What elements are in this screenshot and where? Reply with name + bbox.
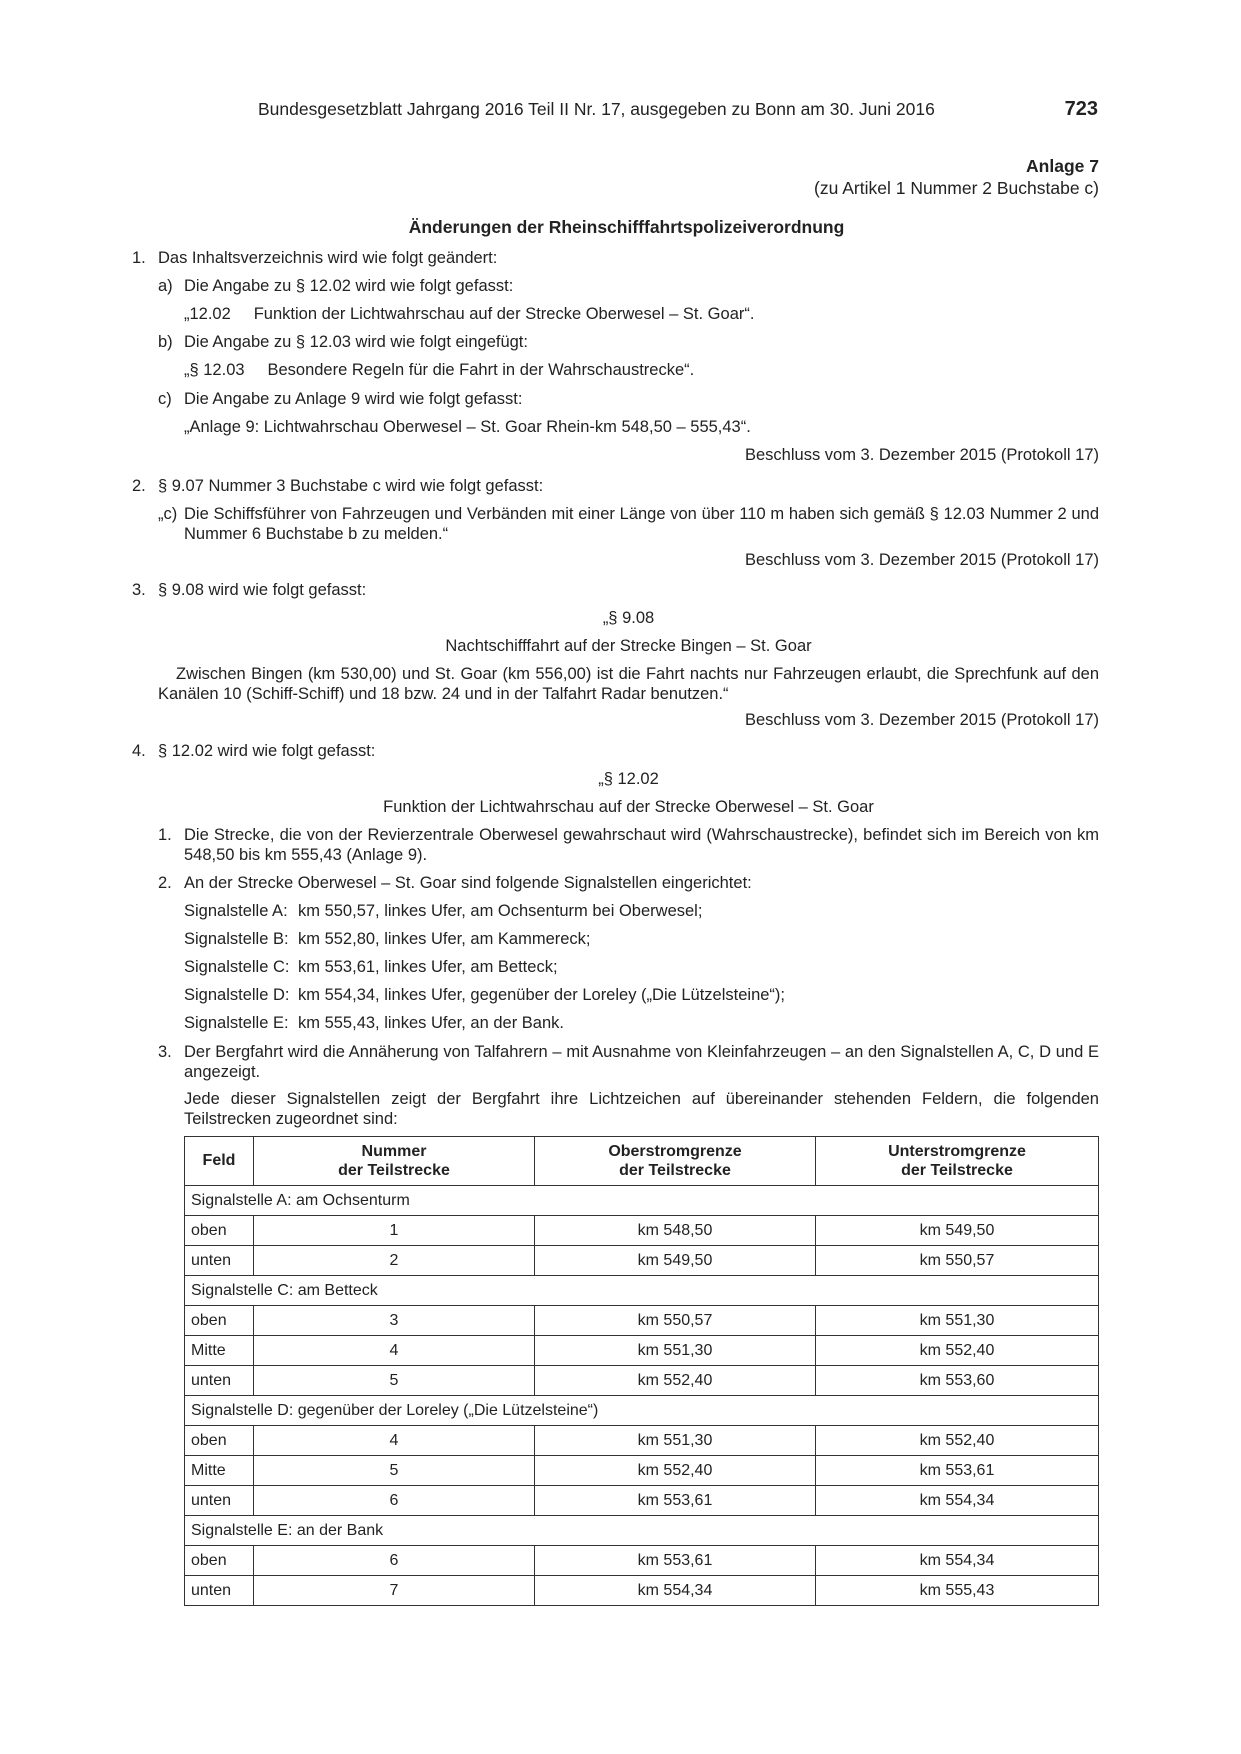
page-number: 723 (1064, 98, 1098, 120)
item-2-number: 2. (132, 477, 146, 495)
table-row (185, 1306, 1099, 1336)
cell-feld: unten (185, 1366, 254, 1396)
annex-title: Anlage 7 (1026, 156, 1099, 176)
signal-line (184, 1013, 564, 1033)
cell-unter: km 555,43 (816, 1576, 1099, 1606)
item-3-text: § 9.08 wird wie folgt gefasst: (158, 581, 367, 599)
group-title: Signalstelle A: am Ochsenturm (185, 1186, 1099, 1216)
cell-nr: 6 (254, 1546, 535, 1576)
item-1b-label: b) (158, 333, 173, 351)
signal-table (184, 1136, 1099, 1606)
cell-nr: 7 (254, 1576, 535, 1606)
item-4-p3-text: Der Bergfahrt wird die Annäherung von Talfahrern – mit Ausnahme von Kleinfahrzeugen – an den Signalstellen A, C, D und E angezeigt. (184, 1043, 1099, 1082)
table-header-row (185, 1137, 1099, 1186)
table-row (185, 1336, 1099, 1366)
table-group-row (185, 1396, 1099, 1426)
item-1b-quote: „§ 12.03 Besondere Regeln für die Fahrt in der Wahrschaustrecke“. (184, 361, 695, 379)
cell-feld: Mitte (185, 1456, 254, 1486)
header-oberstromgrenze: Oberstromgrenze der Teilstrecke (535, 1137, 816, 1186)
cell-feld: oben (185, 1216, 254, 1246)
signal-text: km 550,57, linkes Ufer, am Ochsenturm bei Oberwesel; (298, 902, 703, 920)
item-2-text: § 9.07 Nummer 3 Buchstabe c wird wie folgt gefasst: (158, 477, 544, 495)
table-row (185, 1366, 1099, 1396)
cell-nr: 5 (254, 1366, 535, 1396)
item-4-p3-number: 3. (158, 1043, 172, 1061)
group-title: Signalstelle E: an der Bank (185, 1516, 1099, 1546)
item-1c-quote: „Anlage 9: Lichtwahrschau Oberwesel – St. Goar Rhein-km 548,50 – 555,43“. (184, 418, 751, 436)
beschluss-2: Beschluss vom 3. Dezember 2015 (Protokoll 17) (745, 551, 1099, 569)
item-1b-text: Die Angabe zu § 12.03 wird wie folgt eingefügt: (184, 333, 528, 351)
cell-nr: 5 (254, 1456, 535, 1486)
item-3-body: Zwischen Bingen (km 530,00) und St. Goar (km 556,00) ist die Fahrt nachts nur Fahrzeugen erlaubt, die Sprechfunk auf den Kanälen 10 (Schiff-Schiff) und 18 bzw. 24 und in der Talfahrt Radar benutzen.“ (158, 665, 1099, 704)
cell-unter: km 553,61 (816, 1456, 1099, 1486)
table-group-row (185, 1186, 1099, 1216)
document-title: Änderungen der Rheinschifffahrtspolizeiverordnung (408, 217, 845, 237)
beschluss-1: Beschluss vom 3. Dezember 2015 (Protokoll 17) (745, 446, 1099, 464)
cell-nr: 1 (254, 1216, 535, 1246)
item-1-number: 1. (132, 249, 146, 267)
header-unterstromgrenze: Unterstromgrenze der Teilstrecke (816, 1137, 1099, 1186)
table-row (185, 1576, 1099, 1606)
item-1a-quote: „12.02 Funktion der Lichtwahrschau auf der Strecke Oberwesel – St. Goar“. (184, 305, 755, 323)
item-4-p1-number: 1. (158, 826, 172, 844)
cell-nr: 3 (254, 1306, 535, 1336)
header-nummer: Nummer der Teilstrecke (254, 1137, 535, 1186)
item-4-number: 4. (132, 742, 146, 760)
item-3-paragraph-number: „§ 9.08 (602, 609, 655, 627)
signal-line (184, 957, 558, 977)
cell-ober: km 551,30 (535, 1426, 816, 1456)
table-row (185, 1246, 1099, 1276)
table-row (185, 1486, 1099, 1516)
item-4-text: § 12.02 wird wie folgt gefasst: (158, 742, 376, 760)
signal-label: Signalstelle A: (184, 902, 288, 920)
cell-ober: km 548,50 (535, 1216, 816, 1246)
header-feld: Feld (185, 1137, 254, 1186)
item-2-quote-label: „c) (158, 505, 178, 523)
cell-nr: 4 (254, 1426, 535, 1456)
cell-ober: km 549,50 (535, 1246, 816, 1276)
group-title: Signalstelle D: gegenüber der Loreley („Die Lützelsteine“) (185, 1396, 1099, 1426)
table-row (185, 1216, 1099, 1246)
cell-ober: km 554,34 (535, 1576, 816, 1606)
cell-nr: 6 (254, 1486, 535, 1516)
cell-unter: km 551,30 (816, 1306, 1099, 1336)
group-title: Signalstelle C: am Betteck (185, 1276, 1099, 1306)
cell-ober: km 553,61 (535, 1486, 816, 1516)
item-1c-text: Die Angabe zu Anlage 9 wird wie folgt gefasst: (184, 390, 523, 408)
cell-ober: km 552,40 (535, 1456, 816, 1486)
signal-text: km 554,34, linkes Ufer, gegenüber der Loreley („Die Lützelsteine“); (298, 986, 785, 1004)
cell-nr: 2 (254, 1246, 535, 1276)
item-4-heading: Funktion der Lichtwahrschau auf der Strecke Oberwesel – St. Goar (383, 798, 874, 816)
table-group-row (185, 1516, 1099, 1546)
cell-feld: unten (185, 1576, 254, 1606)
table-row (185, 1546, 1099, 1576)
signal-label: Signalstelle C: (184, 958, 290, 976)
beschluss-3: Beschluss vom 3. Dezember 2015 (Protokoll 17) (745, 711, 1099, 729)
cell-unter: km 554,34 (816, 1486, 1099, 1516)
cell-ober: km 551,30 (535, 1336, 816, 1366)
cell-ober: km 550,57 (535, 1306, 816, 1336)
cell-unter: km 554,34 (816, 1546, 1099, 1576)
signal-line (184, 985, 785, 1005)
item-1-text: Das Inhaltsverzeichnis wird wie folgt geändert: (158, 249, 498, 267)
signal-label: Signalstelle D: (184, 986, 290, 1004)
cell-feld: unten (185, 1246, 254, 1276)
cell-feld: Mitte (185, 1336, 254, 1366)
cell-unter: km 549,50 (816, 1216, 1099, 1246)
item-4-p3-continuation: Jede dieser Signalstellen zeigt der Bergfahrt ihre Lichtzeichen auf übereinander stehenden Feldern, die folgenden Teilstrecken zugeordnet sind: (184, 1090, 1099, 1129)
table-row (185, 1456, 1099, 1486)
item-4-p2-text: An der Strecke Oberwesel – St. Goar sind folgende Signalstellen eingerichtet: (184, 874, 752, 892)
signal-text: km 553,61, linkes Ufer, am Betteck; (298, 958, 558, 976)
item-4-p2-number: 2. (158, 874, 172, 892)
signal-label: Signalstelle E: (184, 1014, 289, 1032)
annex-reference: (zu Artikel 1 Nummer 2 Buchstabe c) (814, 178, 1099, 198)
item-1a-label: a) (158, 277, 173, 295)
gazette-title: Bundesgesetzblatt Jahrgang 2016 Teil II Nr. 17, ausgegeben zu Bonn am 30. Juni 2016 (258, 99, 935, 119)
cell-unter: km 552,40 (816, 1336, 1099, 1366)
item-2-quote-text: Die Schiffsführer von Fahrzeugen und Verbänden mit einer Länge von über 110 m haben sich gemäß § 12.03 Nummer 2 und Nummer 6 Buchstabe b zu melden.“ (184, 505, 1099, 544)
item-3-number: 3. (132, 581, 146, 599)
cell-unter: km 552,40 (816, 1426, 1099, 1456)
cell-feld: oben (185, 1426, 254, 1456)
signal-text: km 552,80, linkes Ufer, am Kammereck; (298, 930, 591, 948)
item-1c-label: c) (158, 390, 172, 408)
item-4-paragraph-number: „§ 12.02 (598, 770, 659, 788)
cell-ober: km 553,61 (535, 1546, 816, 1576)
cell-unter: km 550,57 (816, 1246, 1099, 1276)
cell-feld: unten (185, 1486, 254, 1516)
cell-unter: km 553,60 (816, 1366, 1099, 1396)
signal-line (184, 901, 702, 921)
table-group-row (185, 1276, 1099, 1306)
signal-label: Signalstelle B: (184, 930, 289, 948)
item-4-p1-text: Die Strecke, die von der Revierzentrale Oberwesel gewahrschaut wird (Wahrschaustrecke), befindet sich im Bereich von km 548,50 bis km 555,43 (Anlage 9). (184, 826, 1099, 865)
cell-feld: oben (185, 1546, 254, 1576)
cell-feld: oben (185, 1306, 254, 1336)
item-3-heading: Nachtschifffahrt auf der Strecke Bingen – St. Goar (445, 637, 812, 655)
cell-ober: km 552,40 (535, 1366, 816, 1396)
signal-text: km 555,43, linkes Ufer, an der Bank. (298, 1014, 564, 1032)
item-1a-text: Die Angabe zu § 12.02 wird wie folgt gefasst: (184, 277, 514, 295)
signal-line (184, 929, 591, 949)
table-row (185, 1426, 1099, 1456)
cell-nr: 4 (254, 1336, 535, 1366)
